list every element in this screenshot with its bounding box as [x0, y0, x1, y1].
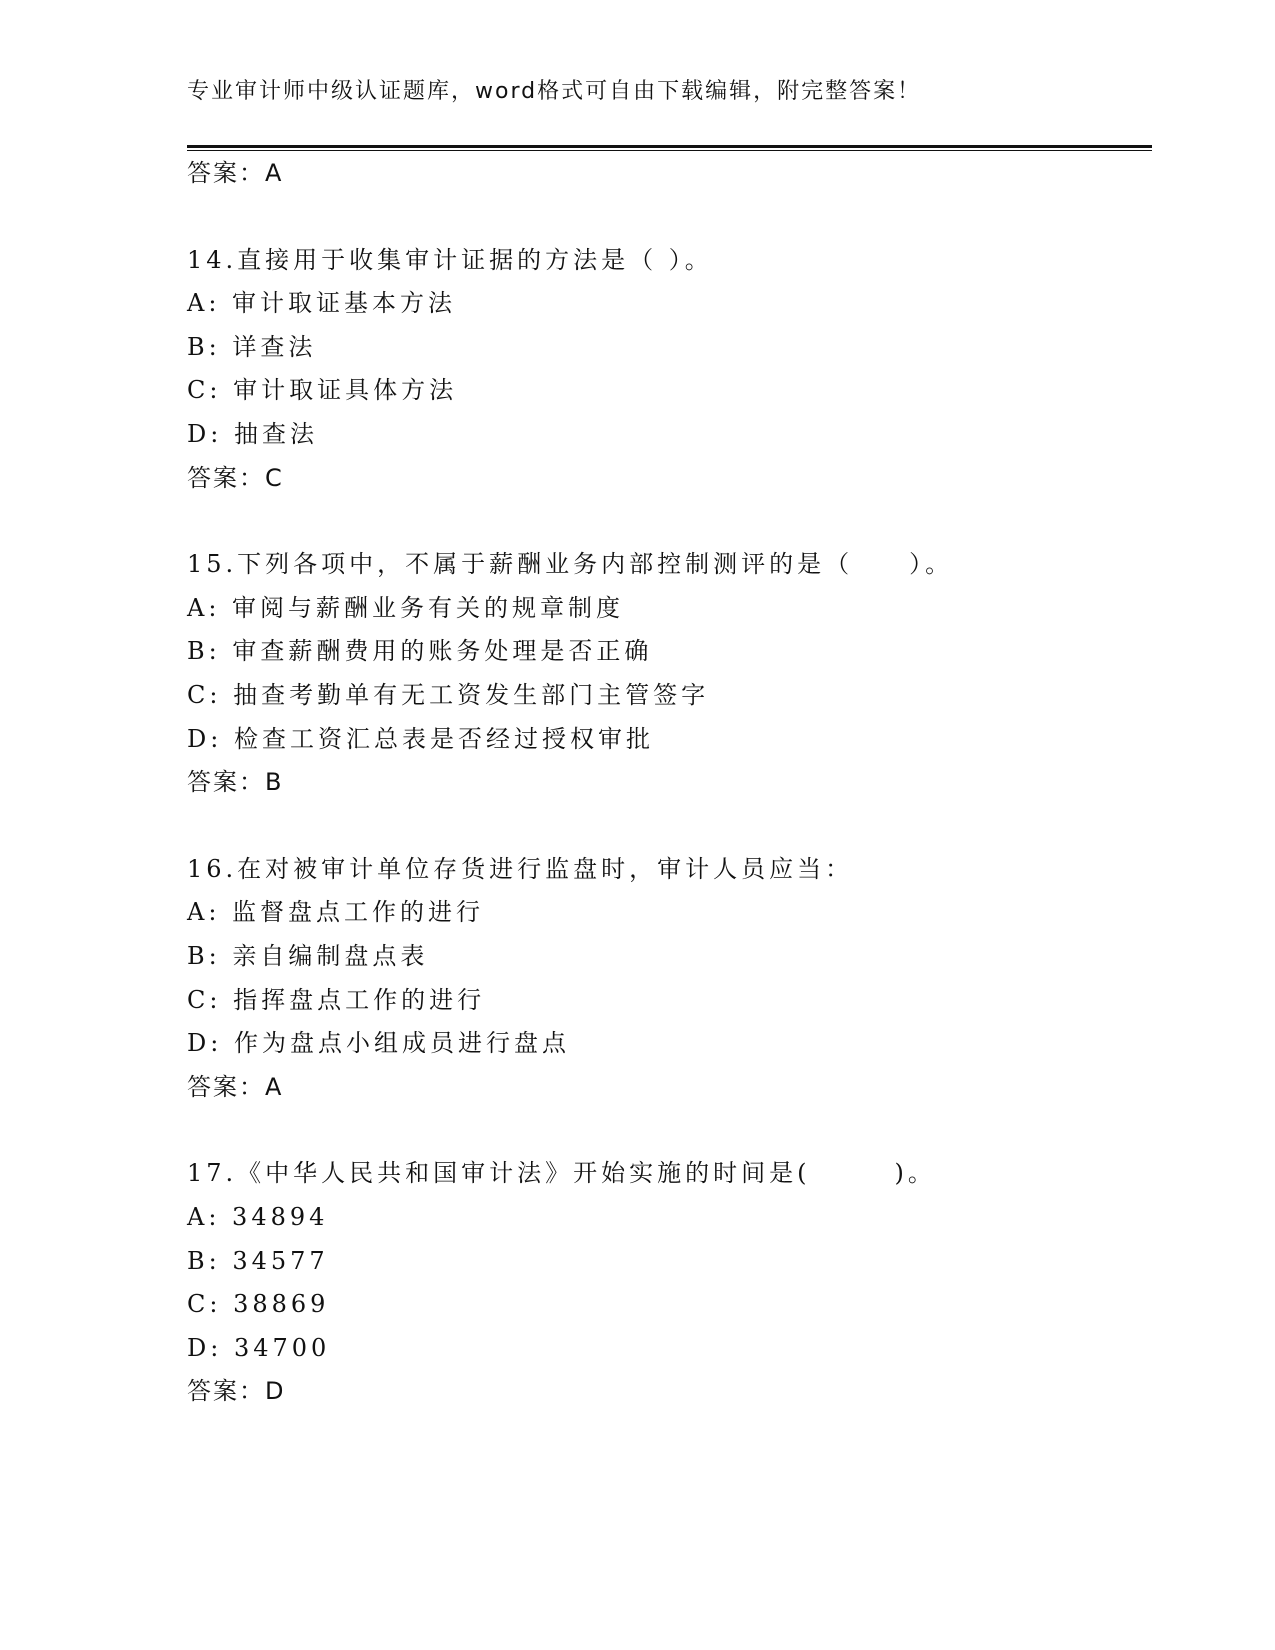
question-16-option-b: B: 亲自编制盘点表	[187, 942, 429, 970]
question-17-answer: 答案：D	[187, 1377, 286, 1405]
question-17-option-b: B: 34577	[187, 1247, 329, 1275]
question-15-option-a: A: 审阅与薪酬业务有关的规章制度	[187, 594, 625, 622]
question-14-option-a: A: 审计取证基本方法	[187, 289, 457, 317]
header-divider-thick	[187, 145, 1152, 148]
question-16-answer: 答案：A	[187, 1073, 284, 1101]
question-16-option-a: A: 监督盘点工作的进行	[187, 898, 485, 926]
question-17-option-a: A: 34894	[187, 1203, 329, 1231]
question-15-option-c: C: 抽查考勤单有无工资发生部门主管签字	[187, 681, 710, 709]
question-14-option-b: B: 详查法	[187, 333, 317, 361]
question-17-option-c: C: 38869	[187, 1290, 330, 1318]
question-15-option-b: B: 审查薪酬费用的账务处理是否正确	[187, 637, 653, 665]
question-15-option-d: D: 检查工资汇总表是否经过授权审批	[187, 725, 654, 753]
question-16-option-c: C: 指挥盘点工作的进行	[187, 986, 486, 1014]
page-header: 专业审计师中级认证题库，word格式可自由下载编辑，附完整答案！	[187, 79, 922, 104]
previous-answer: 答案：A	[187, 159, 284, 187]
question-16-option-d: D: 作为盘点小组成员进行盘点	[187, 1029, 570, 1057]
question-14-option-c: C: 审计取证具体方法	[187, 376, 458, 404]
question-17-option-d: D: 34700	[187, 1334, 331, 1362]
question-14-option-d: D: 抽查法	[187, 420, 318, 448]
question-16-stem: 16.在对被审计单位存货进行监盘时，审计人员应当：	[187, 855, 854, 883]
question-15-answer: 答案：B	[187, 768, 284, 796]
question-15-stem: 15.下列各项中，不属于薪酬业务内部控制测评的是（ ）。	[187, 550, 954, 578]
question-14-stem: 14.直接用于收集审计证据的方法是（ ）。	[187, 246, 713, 274]
header-divider-thin	[187, 150, 1152, 151]
question-14-answer: 答案：C	[187, 464, 284, 492]
question-17-stem: 17.《中华人民共和国审计法》开始实施的时间是( )。	[187, 1159, 936, 1187]
